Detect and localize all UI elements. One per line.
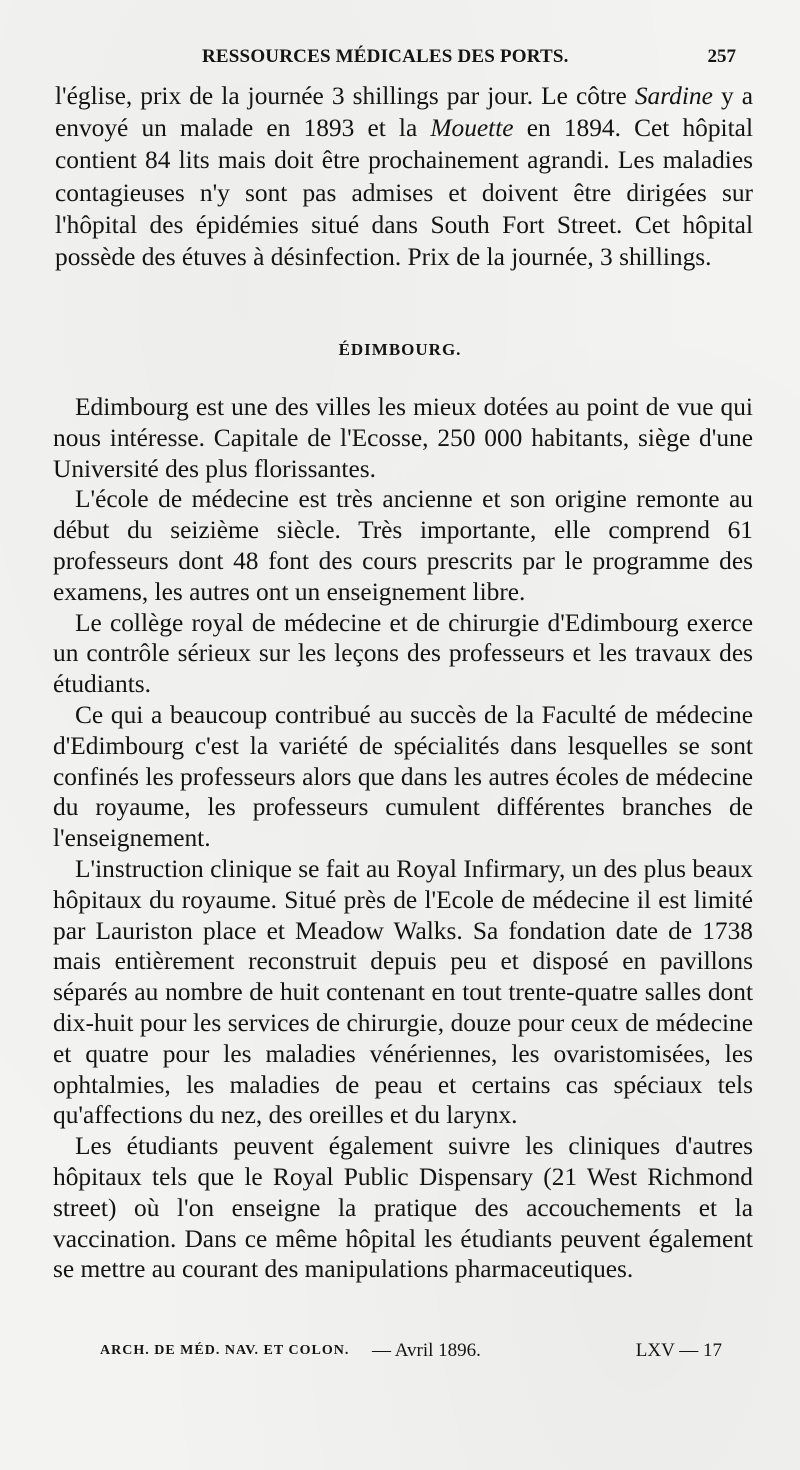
footer-journal: ARCH. DE MÉD. NAV. ET COLON. [100, 1343, 350, 1358]
running-title: RESSOURCES MÉDICALES DES PORTS. [202, 46, 569, 67]
paragraph-intro [55, 80, 753, 273]
text-run: y a envoyé un malade en 1893 et la [55, 82, 753, 143]
page-number: 257 [707, 46, 736, 67]
paragraph: Les étudiants peuvent également suivre les cliniques d'autres hôpitaux tels que le Royal Public Dispensary (21 West Richmond street) où l'on enseigne la pratique des accouchements et la vaccination. Dans ce même hôpital les étudiants peuvent également se mettre au courant des manipulations pharmaceutiques. [53, 1132, 753, 1284]
paragraph: Edimbourg est une des villes les mieux dotées au point de vue qui nous intéresse. Capitale de l'Ecosse, 250 000 habitants, siège d'une Université des plus florissantes. [53, 393, 753, 483]
footer-date: — Avril 1896. [372, 1340, 481, 1361]
paragraph: L'instruction clinique se fait au Royal Infirmary, un des plus beaux hôpitaux du royaume. Situé près de l'Ecole de médecine il est limité par Lauriston place et Meadow Walks. Sa fondation date de 1738 mais entièrement reconstruit depuis peu et disposé en pavillons séparés au nombre de huit contenant en tout trente-quatre salles dont dix-huit pour les services de chirurgie, douze pour ceux de médecine et quatre pour les maladies vénériennes, les ovaristomisées, les ophtalmies, les maladies de peau et certains cas spéciaux tels qu'affections du nez, des oreilles et du larynx. [53, 854, 753, 1130]
section-body [53, 392, 753, 1285]
text-run: en 1894. Cet hôpital contient 84 lits mais doit être prochainement agrandi. Les maladies contagieuses n'y sont pas admises et doivent être dirigées sur l'hôpital des épidémies situé dans South Fort Street. Cet hôpital possède des étuves à désinfection. Prix de la journée, 3 shillings. [55, 114, 753, 272]
page-footer [100, 1340, 740, 1366]
footer-signature: LXV — 17 [635, 1340, 722, 1361]
paragraph: Ce qui a beaucoup contribué au succès de la Faculté de médecine d'Edimbourg c'est la variété de spécialités dans lesquelles se sont confinés les professeurs alors que dans les autres écoles de médecine du royaume, les professeurs cumulent différentes branches de l'enseignement. [53, 700, 753, 853]
paragraph: L'école de médecine est très ancienne et son origine remonte au début du seizième siècle. Très importante, elle comprend 61 professeurs dont 48 font des cours prescrits par le programme des examens, les autres ont un enseignement libre. [53, 485, 753, 606]
continued-paragraph [55, 80, 753, 273]
text-run: l'église, prix de la journée 3 shillings par jour. Le côtre [55, 82, 635, 110]
paragraph: Le collège royal de médecine et de chirurgie d'Edimbourg exerce un contrôle sérieux sur les leçons des professeurs et les travaux des étudiants. [53, 608, 753, 699]
ship-name-mouette: Mouette [430, 114, 514, 143]
ship-name-sardine: Sardine [634, 82, 713, 110]
running-head [54, 46, 744, 76]
section-heading: ÉDIMBOURG. [338, 340, 462, 359]
